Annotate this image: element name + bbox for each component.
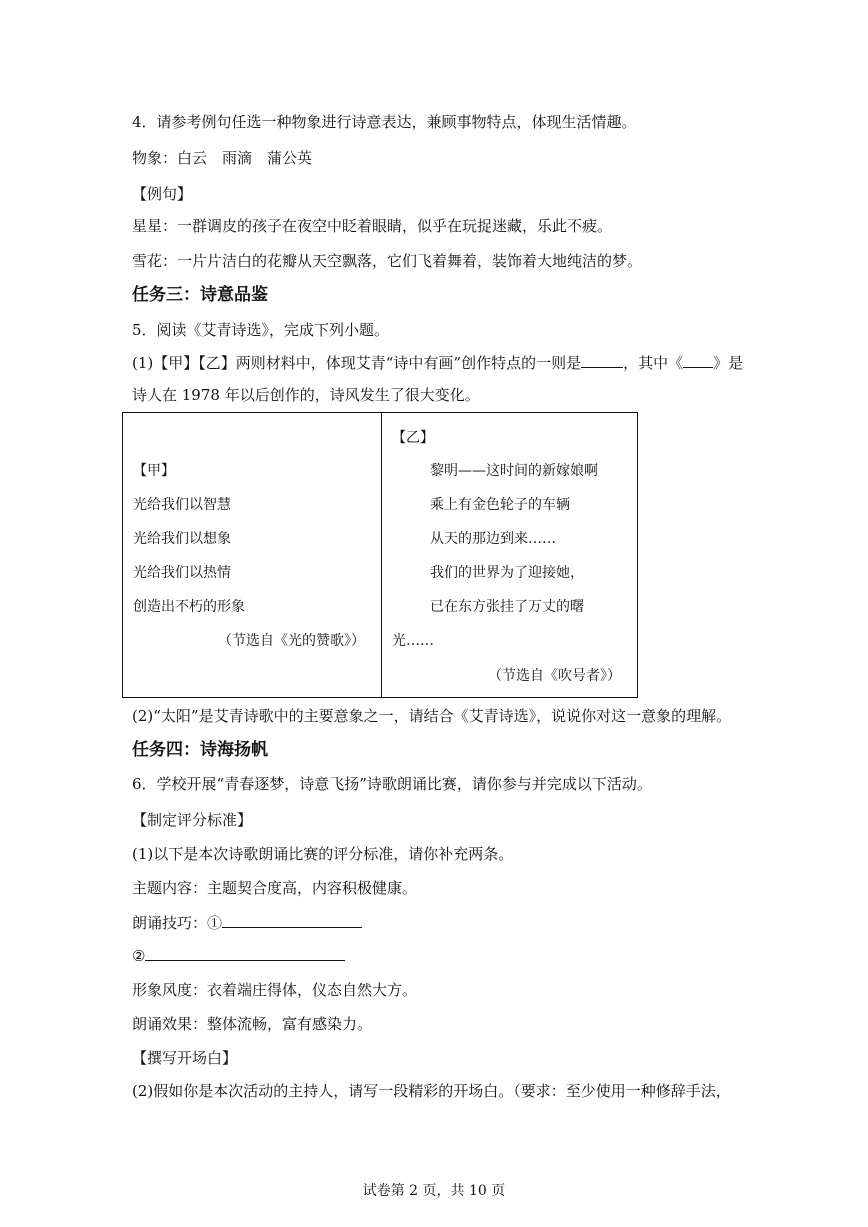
poem-jia-line: 创造出不朽的形象 (133, 599, 245, 615)
answer-blank[interactable] (683, 352, 713, 368)
task4-heading: 任务四：诗海扬帆 (132, 740, 268, 760)
poem-jia-source: （节选自《光的赞歌》） (218, 633, 365, 649)
q6-tag-standards: 【制定评分标准】 (132, 811, 253, 829)
poem-yi-source: （节选自《吹号者》） (488, 668, 621, 684)
poem-yi-line: 乘上有金色轮子的车辆 (430, 497, 570, 513)
answer-blank[interactable] (581, 352, 623, 368)
task3-heading: 任务三：诗意品鉴 (132, 285, 268, 305)
q6-item-technique (132, 912, 362, 933)
q5-sub1-line2: 诗人在 1978 年以后创作的，诗风发生了很大变化。 (132, 386, 480, 404)
q6-sub2: (2)假如你是本次活动的主持人，请写一段精彩的开场白。（要求：至少使用一种修辞手法， (132, 1082, 731, 1100)
q6-sub1: (1)以下是本次诗歌朗诵比赛的评分标准，请你补充两条。 (132, 845, 514, 863)
q6-item-technique-2 (132, 945, 345, 966)
q5-prompt: 5．阅读《艾青诗选》，完成下列小题。 (132, 321, 390, 339)
q6-prompt: 6．学校开展“青春逐梦，诗意飞扬”诗歌朗诵比赛，请你参与并完成以下活动。 (132, 775, 652, 793)
poem-yi-line: 已在东方张挂了万丈的曙 (430, 599, 584, 615)
poem-yi-line: 黎明——这时间的新嫁娘啊 (430, 463, 598, 479)
q6-item-technique-2-label: ② (132, 947, 146, 965)
q4-example-2: 雪花：一片片洁白的花瓣从天空飘落，它们飞着舞着，装饰着大地纯洁的梦。 (132, 252, 643, 270)
answer-blank[interactable] (145, 945, 345, 961)
poem-yi-cell (382, 413, 638, 698)
poem-jia-line: 光给我们以热情 (133, 565, 231, 581)
q4-example-tag: 【例句】 (132, 185, 193, 203)
poem-yi-line: 我们的世界为了迎接她， (430, 565, 584, 581)
q5-sub1-text-c: 》是 (713, 354, 744, 372)
q5-sub1-line1 (132, 352, 743, 373)
poem-table (122, 412, 638, 698)
poem-yi-line: 从天的那边到来…… (430, 531, 556, 547)
q6-item-content: 主题内容：主题契合度高，内容积极健康。 (132, 879, 418, 897)
q5-sub2: (2)“太阳”是艾青诗歌中的主要意象之一，请结合《艾青诗选》，说说你对这一意象的理解。 (132, 707, 732, 725)
poem-yi-tag: 【乙】 (392, 430, 434, 446)
q6-item-technique-label: 朗诵技巧：① (132, 914, 223, 932)
q4-objects: 物象：白云 雨滴 蒲公英 (132, 149, 313, 167)
poem-jia-line: 光给我们以智慧 (133, 497, 231, 513)
poem-yi-line-cont: 光…… (392, 633, 434, 649)
q5-sub1-text-b: ，其中《 (623, 354, 684, 372)
poem-jia-tag: 【甲】 (133, 463, 175, 479)
page-footer: 试卷第 2 页，共 10 页 (362, 1183, 506, 1199)
poem-jia-cell (123, 413, 382, 698)
q4-example-1: 星星：一群调皮的孩子在夜空中眨着眼睛，似乎在玩捉迷藏，乐此不疲。 (132, 217, 613, 235)
q6-tag-opening: 【撰写开场白】 (132, 1049, 238, 1067)
poem-jia-line: 光给我们以想象 (133, 531, 231, 547)
q5-sub1-text-a: (1)【甲】【乙】两则材料中，体现艾青“诗中有画”创作特点的一则是 (132, 354, 582, 372)
q6-item-effect: 朗诵效果：整体流畅，富有感染力。 (132, 1015, 373, 1033)
answer-blank[interactable] (222, 912, 362, 928)
q6-item-appearance: 形象风度：衣着端庄得体，仪态自然大方。 (132, 981, 418, 999)
q4-prompt: 4．请参考例句任选一种物象进行诗意表达，兼顾事物特点，体现生活情趣。 (132, 113, 637, 131)
